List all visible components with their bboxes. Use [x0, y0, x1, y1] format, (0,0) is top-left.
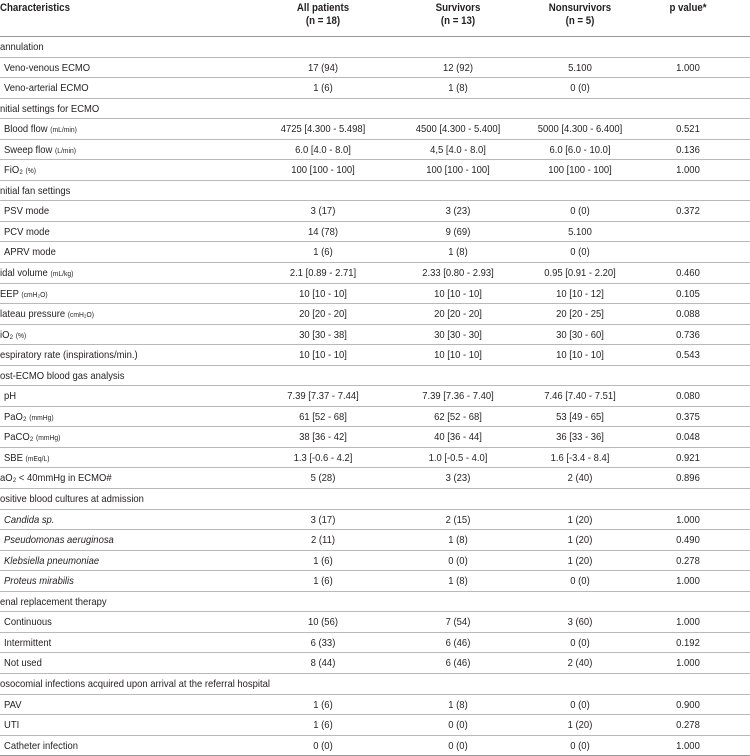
row-label: [0, 325, 26, 346]
cell-survivors: 6 (46): [445, 657, 471, 670]
row-label-text: ositive blood cultures at admission: [0, 493, 144, 506]
row-label: [0, 489, 144, 509]
row-unit: (mmHg): [29, 412, 54, 422]
row-label: [4, 715, 19, 735]
table-row: [0, 304, 750, 325]
table-row: [0, 242, 750, 263]
cell-survivors: 1 (8): [448, 246, 468, 259]
cell-survivors: 9 (69): [445, 225, 471, 238]
table-row: [0, 407, 750, 428]
row-label: [4, 736, 78, 756]
cell-all-patients: 3 (17): [310, 205, 336, 218]
cell-nonsurvivors: 36 [33 - 36]: [556, 431, 604, 444]
row-label: [0, 674, 270, 694]
row-label-text: Intermittent: [4, 636, 52, 649]
table-row: [0, 345, 750, 366]
row-label: [4, 653, 42, 673]
cell-survivors: 2.33 [0.80 - 2.93]: [422, 267, 494, 280]
cell-survivors: 0 (0): [448, 554, 468, 567]
row-label: [4, 119, 77, 140]
table-row: [0, 263, 750, 284]
row-label: [0, 304, 94, 325]
cell-survivors: 10 [10 - 10]: [434, 287, 482, 300]
cell-all-patients: 10 (56): [308, 616, 338, 629]
cell-nonsurvivors: 3 (60): [567, 616, 593, 629]
row-label-text: EEP: [0, 287, 19, 300]
cell-nonsurvivors: 0 (0): [570, 82, 590, 95]
table-row: [0, 386, 750, 407]
table-row: [0, 468, 750, 489]
cell-p-value: 0.278: [676, 719, 700, 732]
cell-all-patients: 4725 [4.300 - 5.498]: [280, 123, 366, 136]
cell-nonsurvivors: 1 (20): [567, 534, 593, 547]
table-row: [0, 99, 750, 120]
cell-all-patients: 38 [36 - 42]: [299, 431, 347, 444]
cell-all-patients: 10 [10 - 10]: [299, 287, 347, 300]
cell-p-value: 0.048: [676, 431, 700, 444]
row-unit: (L/min): [54, 145, 76, 155]
table-row: [0, 653, 750, 674]
cell-nonsurvivors: 100 [100 - 100]: [548, 164, 612, 177]
header-nonsurvivors: Nonsurvivors (n = 5): [548, 2, 612, 27]
table-row: [0, 160, 750, 181]
cell-p-value: 0.900: [676, 698, 700, 711]
row-unit: (mmHg): [36, 433, 61, 443]
cell-all-patients: 1 (6): [313, 719, 333, 732]
row-unit: (cmH₂O): [67, 310, 95, 320]
cell-nonsurvivors: 1.6 [-3.4 - 8.4]: [550, 451, 610, 464]
table-row: [0, 633, 750, 654]
cell-p-value: 0.136: [676, 143, 700, 156]
cell-nonsurvivors: 53 [49 - 65]: [556, 410, 604, 423]
row-label: [4, 386, 16, 406]
cell-survivors: 0 (0): [448, 739, 468, 752]
cell-nonsurvivors: 0 (0): [570, 698, 590, 711]
cell-all-patients: 10 [10 - 10]: [299, 349, 347, 362]
table-row: [0, 674, 750, 695]
cell-survivors: 2 (15): [445, 513, 471, 526]
table-row: [0, 715, 750, 736]
cell-all-patients: 1 (6): [313, 554, 333, 567]
row-label-text: Veno-arterial ECMO: [4, 82, 89, 95]
table-row: [0, 284, 750, 305]
table-row: [0, 612, 750, 633]
row-label-text: iO₂: [0, 328, 14, 341]
row-unit: (mEq/L): [25, 453, 50, 463]
cell-survivors: 4500 [4.300 - 5.400]: [415, 123, 501, 136]
row-label-text: PaCO₂: [4, 431, 34, 444]
cell-all-patients: 1.3 [-0.6 - 4.2]: [293, 451, 353, 464]
cell-all-patients: 2.1 [0.89 - 2.71]: [289, 267, 357, 280]
cell-survivors: 6 (46): [445, 636, 471, 649]
row-label-text: osocomial infections acquired upon arrival at the referral hospital: [0, 677, 270, 690]
row-label: [0, 345, 138, 365]
row-label-text: Continuous: [4, 616, 52, 629]
cell-survivors: 62 [52 - 68]: [434, 410, 482, 423]
row-label: [4, 222, 50, 242]
table-row: [0, 530, 750, 551]
cell-all-patients: 3 (17): [310, 513, 336, 526]
table-row: [0, 551, 750, 572]
cell-all-patients: 30 [30 - 38]: [299, 328, 347, 341]
row-label: [0, 468, 112, 488]
row-label: [0, 592, 107, 612]
cell-all-patients: 2 (11): [311, 534, 335, 547]
row-label-text: lateau pressure: [0, 308, 66, 321]
cell-survivors: 1.0 [-0.5 - 4.0]: [428, 451, 488, 464]
row-label-text: enal replacement therapy: [0, 595, 107, 608]
cell-all-patients: 14 (78): [308, 225, 338, 238]
cell-survivors: 30 [30 - 30]: [434, 328, 482, 341]
cell-all-patients: 6 (33): [310, 636, 336, 649]
cell-nonsurvivors: 0 (0): [570, 575, 590, 588]
row-label-text: UTI: [4, 719, 20, 732]
row-label-text: APRV mode: [4, 246, 56, 259]
cell-survivors: 12 (92): [443, 61, 473, 74]
row-label-text: Proteus mirabilis: [4, 575, 74, 588]
row-label: [4, 58, 90, 78]
row-label-text: Candida sp.: [4, 513, 55, 526]
row-label-text: nitial fan settings: [0, 184, 71, 197]
cell-p-value: 0.278: [676, 554, 700, 567]
row-label-text: aO₂ < 40mmHg in ECMO#: [0, 472, 112, 485]
cell-p-value: 0.080: [676, 390, 700, 403]
cell-all-patients: 5 (28): [310, 472, 336, 485]
row-label-text: annulation: [0, 41, 44, 53]
row-label-text: PAV: [4, 698, 22, 711]
row-label: [4, 160, 36, 181]
table-row: [0, 366, 750, 387]
row-unit: (%): [25, 166, 37, 176]
cell-all-patients: 17 (94): [308, 61, 338, 74]
table-row: [0, 222, 750, 243]
row-unit: (%): [15, 330, 27, 340]
table-row: [0, 736, 750, 756]
cell-all-patients: 6.0 [4.0 - 8.0]: [295, 143, 351, 156]
table-body: [0, 37, 750, 756]
cell-p-value: 0.490: [676, 534, 700, 547]
table-row: [0, 489, 750, 510]
cell-p-value: 0.521: [676, 123, 700, 136]
row-label: [0, 366, 124, 386]
row-label-text: ost-ECMO blood gas analysis: [0, 369, 125, 382]
cell-survivors: 7.39 [7.36 - 7.40]: [422, 390, 494, 403]
cell-survivors: 40 [36 - 44]: [434, 431, 482, 444]
row-label-text: Veno-venous ECMO: [4, 61, 91, 74]
table-row: [0, 695, 750, 716]
cell-survivors: 3 (23): [445, 472, 471, 485]
cell-nonsurvivors: 20 [20 - 25]: [556, 308, 604, 321]
header-survivors: Survivors (n = 13): [435, 2, 481, 27]
cell-survivors: 0 (0): [448, 719, 468, 732]
table-row: [0, 140, 750, 161]
cell-survivors: 4,5 [4.0 - 8.0]: [430, 143, 486, 156]
row-label: [4, 571, 74, 591]
cell-p-value: 0.088: [676, 308, 700, 321]
row-label: [4, 78, 89, 98]
row-label-text: Sweep flow: [4, 143, 53, 156]
cell-all-patients: 1 (6): [313, 575, 333, 588]
row-label-text: FiO₂: [4, 164, 23, 177]
cell-p-value: 0.105: [676, 287, 700, 300]
row-label: [0, 37, 44, 57]
cell-nonsurvivors: 0 (0): [570, 246, 590, 259]
cell-p-value: 0.543: [676, 349, 700, 362]
row-label-text: Pseudomonas aeruginosa: [4, 534, 114, 547]
cell-nonsurvivors: 0 (0): [570, 205, 590, 218]
row-label-text: idal volume: [0, 267, 48, 280]
cell-nonsurvivors: 0 (0): [570, 636, 590, 649]
row-label-text: nitial settings for ECMO: [0, 102, 100, 115]
row-label-text: Not used: [4, 657, 42, 670]
table-row: [0, 37, 750, 58]
row-label: [0, 263, 73, 284]
cell-all-patients: 20 [20 - 20]: [299, 308, 347, 321]
cell-all-patients: 1 (6): [313, 698, 333, 711]
table-row: [0, 119, 750, 140]
cell-nonsurvivors: 5000 [4.300 - 6.400]: [537, 123, 623, 136]
cell-nonsurvivors: 1 (20): [567, 719, 593, 732]
cell-nonsurvivors: 0 (0): [570, 739, 590, 752]
cell-p-value: 1.000: [676, 575, 700, 588]
table-row: [0, 448, 750, 469]
table-header: [0, 0, 750, 37]
cell-p-value: 0.372: [676, 205, 700, 218]
row-label: [4, 612, 52, 632]
cell-all-patients: 1 (6): [313, 246, 333, 259]
table-row: [0, 201, 750, 222]
row-label: [4, 407, 54, 428]
cell-nonsurvivors: 2 (40): [567, 657, 593, 670]
row-unit: (cmH₂O): [21, 289, 48, 299]
table-row: [0, 592, 750, 613]
cell-p-value: 0.736: [676, 328, 700, 341]
row-label-text: SBE: [4, 451, 23, 464]
cell-survivors: 7 (54): [445, 616, 471, 629]
row-label-text: PSV mode: [4, 205, 50, 218]
cell-p-value: 0.375: [676, 410, 700, 423]
cell-all-patients: 7.39 [7.37 - 7.44]: [287, 390, 359, 403]
cell-nonsurvivors: 10 [10 - 10]: [556, 349, 604, 362]
cell-p-value: 1.000: [676, 657, 700, 670]
table-row: [0, 181, 750, 202]
cell-nonsurvivors: 2 (40): [567, 472, 593, 485]
cell-nonsurvivors: 1 (20): [567, 513, 593, 526]
cell-all-patients: 100 [100 - 100]: [291, 164, 355, 177]
cell-nonsurvivors: 5.100: [568, 61, 592, 74]
cell-nonsurvivors: 30 [30 - 60]: [556, 328, 604, 341]
table-row: [0, 325, 750, 346]
row-unit: (mL/min): [50, 125, 77, 135]
cell-nonsurvivors: 10 [10 - 12]: [556, 287, 604, 300]
header-p-value: p value*: [669, 2, 707, 14]
cell-survivors: 100 [100 - 100]: [426, 164, 490, 177]
cell-p-value: 1.000: [676, 616, 700, 629]
cell-survivors: 1 (8): [448, 534, 468, 547]
row-label: [4, 448, 50, 469]
header-all-patients: All patients (n = 18): [296, 2, 350, 27]
row-label-text: pH: [4, 390, 17, 403]
cell-all-patients: 61 [52 - 68]: [299, 410, 347, 423]
cell-survivors: 1 (8): [448, 698, 468, 711]
cell-all-patients: 8 (44): [310, 657, 336, 670]
row-label: [0, 284, 48, 305]
row-label: [0, 181, 70, 201]
cell-p-value: 1.000: [676, 164, 700, 177]
cell-survivors: 3 (23): [445, 205, 471, 218]
cell-nonsurvivors: 5.100: [568, 225, 592, 238]
row-label: [4, 427, 60, 448]
row-label: [0, 99, 99, 119]
table-row: [0, 510, 750, 531]
row-label-text: PaO₂: [4, 410, 27, 423]
cell-survivors: 10 [10 - 10]: [434, 349, 482, 362]
row-label: [4, 530, 114, 550]
cell-nonsurvivors: 1 (20): [567, 554, 593, 567]
row-label: [4, 201, 49, 221]
row-unit: (mL/kg): [50, 269, 74, 279]
row-label-text: espiratory rate (inspirations/min.): [0, 349, 138, 362]
cell-nonsurvivors: 0.95 [0.91 - 2.20]: [544, 267, 616, 280]
row-label-text: Catheter infection: [4, 739, 79, 752]
cell-all-patients: 1 (6): [313, 82, 333, 95]
cell-nonsurvivors: 6.0 [6.0 - 10.0]: [549, 143, 611, 156]
cell-survivors: 1 (8): [448, 82, 468, 95]
cell-p-value: 0.921: [676, 451, 700, 464]
table-row: [0, 78, 750, 99]
cell-p-value: 1.000: [676, 739, 700, 752]
row-label: [4, 695, 22, 715]
row-label: [4, 140, 76, 161]
row-label: [4, 633, 51, 653]
row-label: [4, 510, 54, 530]
table-row: [0, 427, 750, 448]
row-label-text: Blood flow: [4, 123, 48, 136]
cell-survivors: 20 [20 - 20]: [434, 308, 482, 321]
cell-survivors: 1 (8): [448, 575, 468, 588]
cell-nonsurvivors: 7.46 [7.40 - 7.51]: [544, 390, 616, 403]
cell-p-value: 1.000: [676, 61, 700, 74]
cell-p-value: 1.000: [676, 513, 700, 526]
cell-p-value: 0.460: [676, 267, 700, 280]
table-row: [0, 571, 750, 592]
row-label: [4, 551, 99, 571]
cell-p-value: 0.896: [676, 472, 700, 485]
row-label: [4, 242, 56, 262]
row-label-text: Klebsiella pneumoniae: [4, 554, 100, 567]
cell-all-patients: 0 (0): [313, 739, 333, 752]
cell-p-value: 0.192: [676, 636, 700, 649]
table-row: [0, 58, 750, 79]
header-characteristics: Characteristics: [0, 2, 70, 14]
row-label-text: PCV mode: [4, 225, 50, 238]
